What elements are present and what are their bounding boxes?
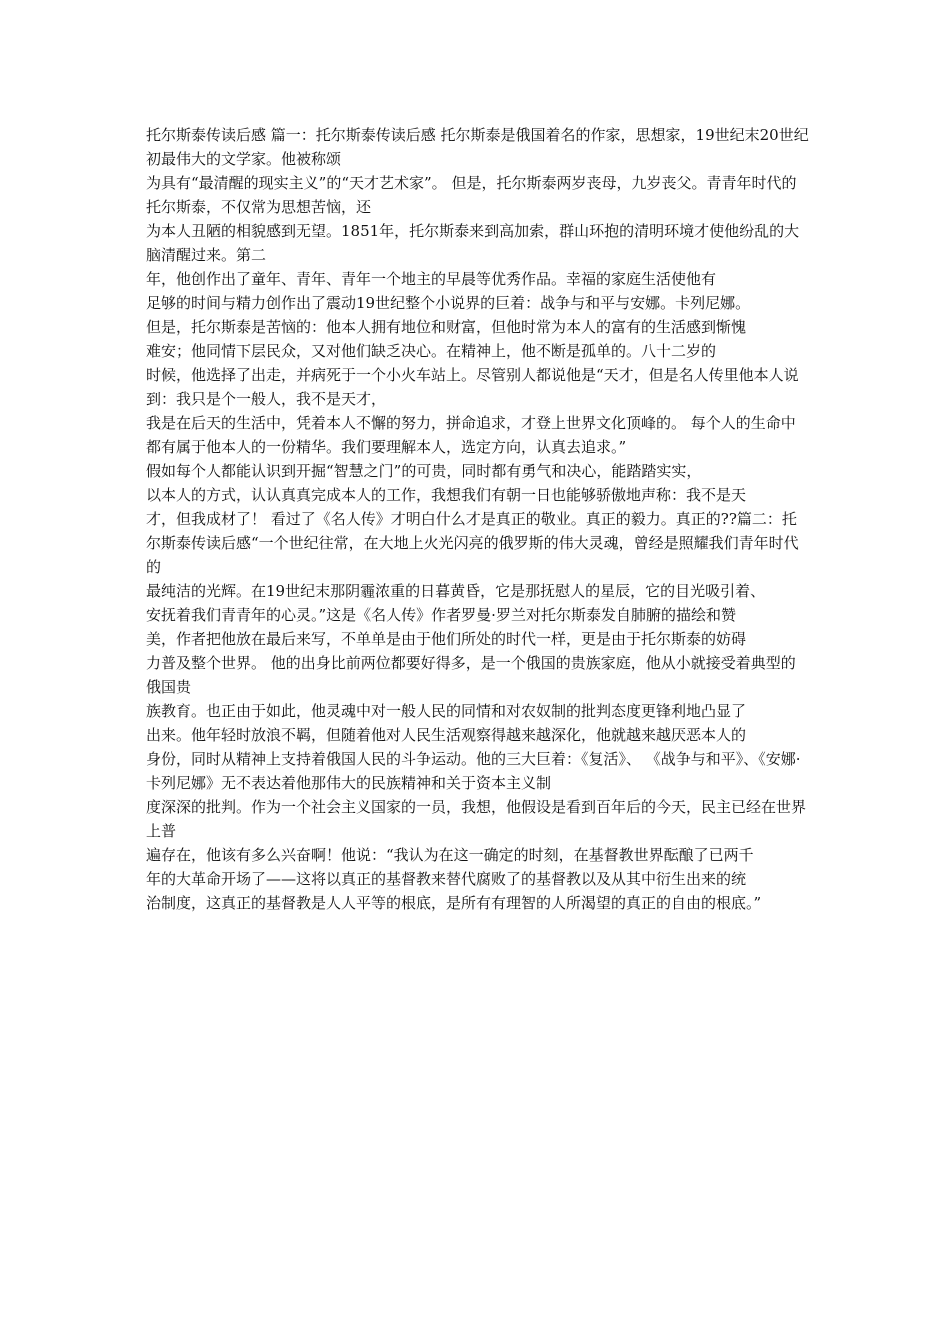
paragraph-5: 足够的时间与精力创作出了震动19世纪整个小说界的巨着：战争与和平与安娜。卡列尼娜。 bbox=[146, 294, 751, 312]
paragraph-1: 托尔斯泰传读后感 篇一：托尔斯泰传读后感 托尔斯泰是俄国着名的作家，思想家，19世纪末20世纪初最伟大的文学家。他被称颂 bbox=[146, 126, 809, 168]
document-body bbox=[146, 123, 810, 915]
paragraph-3: 为本人丑陋的相貌感到无望。1851年，托尔斯泰来到高加索，群山环抱的清明环境才使他纷乱的大脑清醒过来。第二 bbox=[146, 222, 800, 264]
paragraph-4: 年，他创作出了童年、青年、青年一个地主的早晨等优秀作品。幸福的家庭生活使他有 bbox=[146, 270, 717, 288]
paragraph-7: 难安；他同情下层民众，又对他们缺乏决心。在精神上，他不断是孤单的。八十二岁的 bbox=[146, 342, 717, 360]
paragraph-12: 才，但我成材了！ 看过了《名人传》才明白什么才是真正的敬业。真正的毅力。真正的??篇二：托尔斯泰传读后感“一个世纪往常，在大地上火光闪亮的俄罗斯的伟大灵魂，曾经是照耀我们青年时代的 bbox=[146, 510, 799, 576]
paragraph-21: 遍存在，他该有多么兴奋啊！他说：“我认为在这一确定的时刻，在基督教世界酝酿了已两千 bbox=[146, 846, 754, 864]
paragraph-23: 治制度，这真正的基督教是人人平等的根底，是所有有理智的人所渴望的真正的自由的根底。” bbox=[146, 894, 762, 912]
paragraph-14: 安抚着我们青青年的心灵。”这是《名人传》作者罗曼·罗兰对托尔斯泰发自肺腑的描绘和赞 bbox=[146, 606, 736, 624]
paragraph-19: 身份，同时从精神上支持着俄国人民的斗争运动。他的三大巨着：《复活》、 《战争与和平》、《安娜·卡列尼娜》无不表达着他那伟大的民族精神和关于资本主义制 bbox=[146, 750, 801, 792]
paragraph-18: 出来。他年轻时放浪不羁，但随着他对人民生活观察得越来越深化，他就越来越厌恶本人的 bbox=[146, 726, 747, 744]
paragraph-9: 我是在后天的生活中，凭着本人不懈的努力，拼命追求，才登上世界文化顶峰的。 每个人的生命中都有属于他本人的一份精华。我们要理解本人，选定方向，认真去追求。” bbox=[146, 414, 796, 456]
paragraph-15: 美，作者把他放在最后来写，不单单是由于他们所处的时代一样，更是由于托尔斯泰的妨碍 bbox=[146, 630, 747, 648]
paragraph-6: 但是，托尔斯泰是苦恼的：他本人拥有地位和财富，但他时常为本人的富有的生活感到惭愧 bbox=[146, 318, 747, 336]
paragraph-11: 以本人的方式，认认真真完成本人的工作，我想我们有朝一日也能够骄傲地声称：我不是天 bbox=[146, 486, 747, 504]
paragraph-17: 族教育。也正由于如此，他灵魂中对一般人民的同情和对农奴制的批判态度更锋利地凸显了 bbox=[146, 702, 747, 720]
paragraph-22: 年的大革命开场了——这将以真正的基督教来替代腐败了的基督教以及从其中衍生出来的统 bbox=[146, 870, 747, 888]
paragraph-8: 时候，他选择了出走，并病死于一个小火车站上。尽管别人都说他是“天才，但是名人传里他本人说到：我只是个一般人，我不是天才， bbox=[146, 366, 799, 408]
paragraph-13: 最纯洁的光辉。在19世纪末那阴霾浓重的日暮黄昏，它是那抚慰人的星辰，它的目光吸引着、 bbox=[146, 582, 766, 600]
paragraph-16: 力普及整个世界。 他的出身比前两位都要好得多，是一个俄国的贵族家庭，他从小就接受着典型的俄国贵 bbox=[146, 654, 796, 696]
paragraph-20: 度深深的批判。作为一个社会主义国家的一员，我想，他假设是看到百年后的今天，民主已经在世界上普 bbox=[146, 798, 807, 840]
paragraph-10: 假如每个人都能认识到开掘“智慧之门”的可贵，同时都有勇气和决心，能踏踏实实， bbox=[146, 462, 702, 480]
paragraph-2: 为具有“最清醒的现实主义”的“天才艺术家”。 但是，托尔斯泰两岁丧母，九岁丧父。青青年时代的托尔斯泰，不仅常为思想苦恼，还 bbox=[146, 174, 797, 216]
